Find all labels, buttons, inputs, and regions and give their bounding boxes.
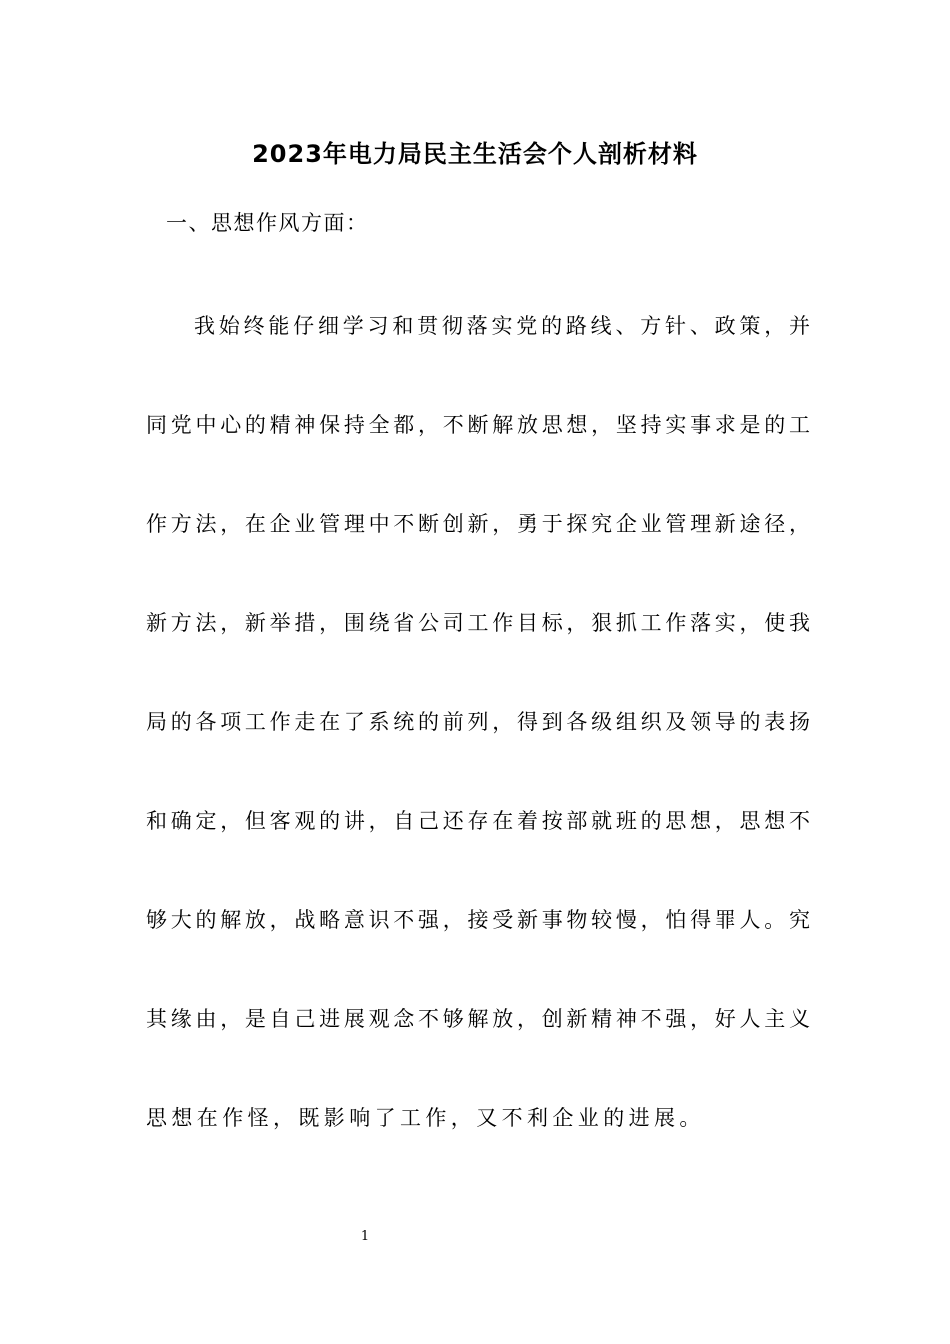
paragraph-line-5: 局的各项工作走在了系统的前列，得到各级组织及领导的表扬 [146, 710, 810, 734]
paragraph-line-9: 思想在作怪，既影响了工作，又不利企业的进展。 [146, 1106, 705, 1130]
paragraph-line-4: 新方法，新举措，围绕省公司工作目标，狠抓工作落实，使我 [146, 611, 810, 635]
section-heading: 一、思想作风方面： [166, 211, 369, 235]
paragraph-line-6: 和确定，但客观的讲，自己还存在着按部就班的思想，思想不 [146, 809, 810, 833]
paragraph-line-8: 其缘由，是自己进展观念不够解放，创新精神不强，好人主义 [146, 1007, 810, 1031]
page-number: 1 [360, 1229, 370, 1244]
paragraph-line-2: 同党中心的精神保持全都，不断解放思想，坚持实事求是的工 [146, 413, 810, 437]
paragraph-line-7: 够大的解放，战略意识不强，接受新事物较慢，怕得罪人。究 [146, 908, 810, 932]
paragraph-line-1: 我始终能仔细学习和贯彻落实党的路线、方针、政策，并 [194, 314, 810, 338]
body-paragraph [146, 308, 810, 1199]
document-title: 2023年电力局民主生活会个人剖析材料 [252, 140, 698, 168]
paragraph-line-3: 作方法，在企业管理中不断创新，勇于探究企业管理新途径， [146, 512, 810, 536]
